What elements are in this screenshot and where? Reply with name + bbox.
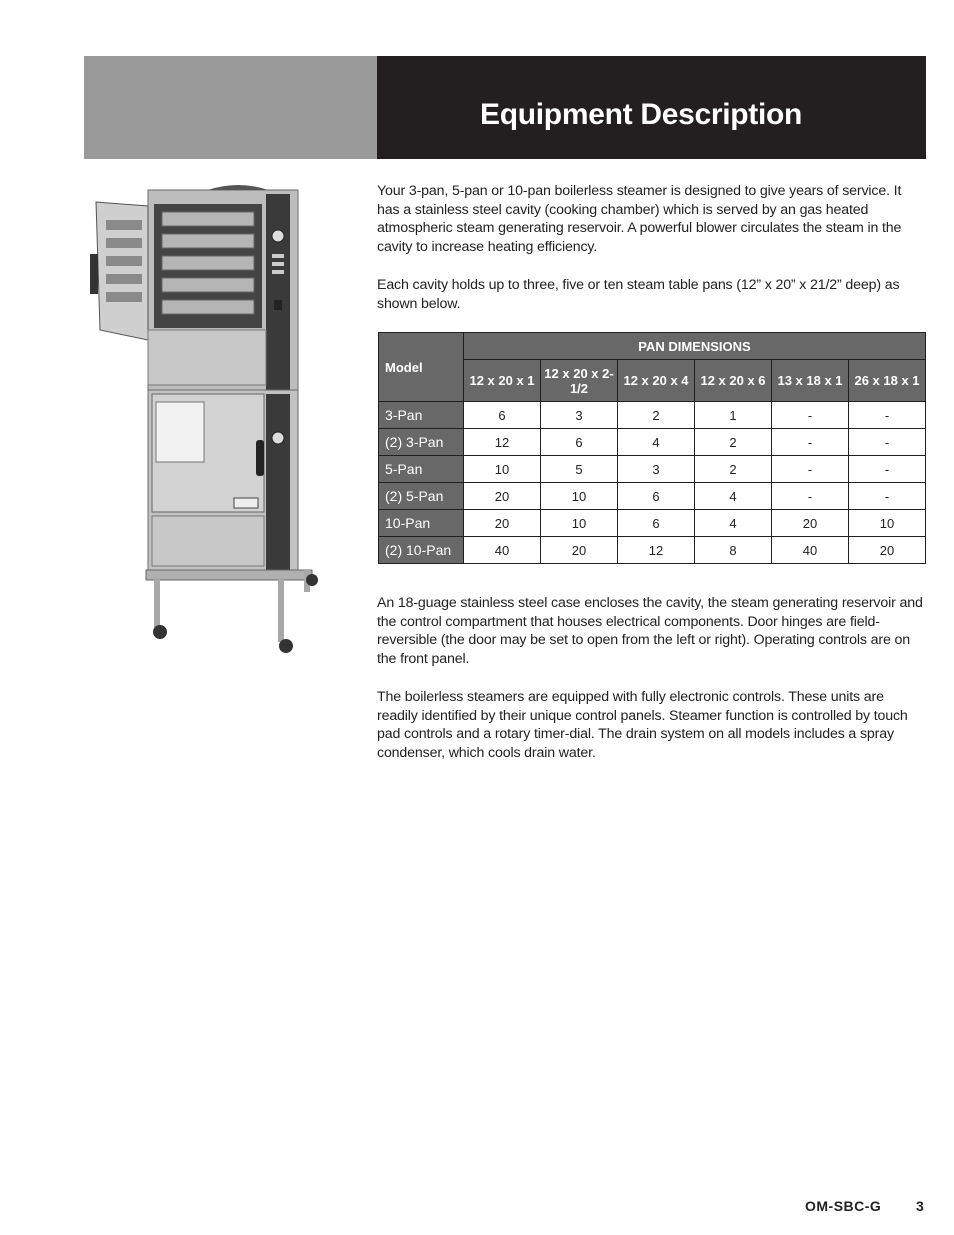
table-cell: - xyxy=(849,483,926,510)
table-cell: 2 xyxy=(618,402,695,429)
table-row xyxy=(379,429,926,456)
table-cell: 5 xyxy=(541,456,618,483)
page-number: 3 xyxy=(916,1198,924,1214)
table-cell: 4 xyxy=(618,429,695,456)
body-text-2 xyxy=(377,688,926,762)
table-cell: 10 xyxy=(541,510,618,537)
table-cell: 10 xyxy=(541,483,618,510)
header-gray-band xyxy=(84,56,377,159)
table-cell: 3 xyxy=(618,456,695,483)
table-cell: 10 xyxy=(849,510,926,537)
table-row xyxy=(379,537,926,564)
body-paragraph-4: The boilerless steamers are equipped with fully electronic controls. These units are readily identified by their unique control panels. Steamer function is controlled by touch pad controls and a rotary timer-dial. The drain system on all models includes a spray condenser, which cools drain water. xyxy=(377,689,908,761)
table-cell: 20 xyxy=(464,483,541,510)
table-cell: - xyxy=(849,402,926,429)
intro-paragraph-2: Each cavity holds up to three, five or ten steam table pans (12” x 20” x 21/2” deep) as shown below. xyxy=(377,277,900,312)
table-cell: 12 xyxy=(464,429,541,456)
table-cell: 4 xyxy=(695,483,772,510)
document-code: OM-SBC-G xyxy=(805,1198,882,1214)
table-cell: 6 xyxy=(464,402,541,429)
table-cell: 6 xyxy=(541,429,618,456)
table-cell: 10 xyxy=(464,456,541,483)
table-cell: - xyxy=(772,402,849,429)
row-model: (2) 3-Pan xyxy=(379,429,464,456)
table-cell: 20 xyxy=(541,537,618,564)
row-model: 5-Pan xyxy=(379,456,464,483)
intro-paragraph-1: Your 3-pan, 5-pan or 10-pan boilerless steamer is designed to give years of service. It has a stainless steel cavity (cooking chamber) which is served by an gas heated atmospheric steam generating reservoir. A powerful blower circulates the steam in the cavity to increase heating efficiency. xyxy=(377,183,902,255)
table-cell: - xyxy=(849,456,926,483)
table-row xyxy=(379,456,926,483)
row-model: (2) 10-Pan xyxy=(379,537,464,564)
pan-dimensions-header: PAN DIMENSIONS xyxy=(464,333,926,360)
table-row xyxy=(379,402,926,429)
table-cell: 40 xyxy=(772,537,849,564)
table-cell: - xyxy=(849,429,926,456)
table-row xyxy=(379,510,926,537)
table-cell: 4 xyxy=(695,510,772,537)
column-header: 12 x 20 x 2-1/2 xyxy=(541,360,618,402)
table-cell: 20 xyxy=(772,510,849,537)
table-cell: 20 xyxy=(849,537,926,564)
intro-text-2 xyxy=(377,276,926,313)
table-cell: 6 xyxy=(618,483,695,510)
table-cell: 8 xyxy=(695,537,772,564)
table-cell: 40 xyxy=(464,537,541,564)
table-cell: 2 xyxy=(695,429,772,456)
table-cell: - xyxy=(772,483,849,510)
table-cell: 1 xyxy=(695,402,772,429)
row-model: 3-Pan xyxy=(379,402,464,429)
table-cell: 12 xyxy=(618,537,695,564)
body-text-1 xyxy=(377,594,926,668)
column-header: 12 x 20 x 6 xyxy=(695,360,772,402)
table-cell: - xyxy=(772,429,849,456)
row-model: (2) 5-Pan xyxy=(379,483,464,510)
column-header: 12 x 20 x 4 xyxy=(618,360,695,402)
steamer-photo xyxy=(88,180,332,672)
table-row xyxy=(379,483,926,510)
intro-text xyxy=(377,182,926,256)
table-cell: - xyxy=(772,456,849,483)
table-cell: 2 xyxy=(695,456,772,483)
column-header: 26 x 18 x 1 xyxy=(849,360,926,402)
body-paragraph-3: An 18-guage stainless steel case encloses the cavity, the steam generating reservoir and the control compartment that houses electrical components. Door hinges are field-reversible (the door may be set to open from the left or right). Operating controls are on the front panel. xyxy=(377,595,923,667)
column-header: 13 x 18 x 1 xyxy=(772,360,849,402)
table-cell: 20 xyxy=(464,510,541,537)
table-cell: 3 xyxy=(541,402,618,429)
pan-dimensions-table xyxy=(378,332,926,564)
row-model: 10-Pan xyxy=(379,510,464,537)
column-header: 12 x 20 x 1 xyxy=(464,360,541,402)
table-cell: 6 xyxy=(618,510,695,537)
model-column-header: Model xyxy=(379,333,464,402)
page-title: Equipment Description xyxy=(480,98,803,131)
